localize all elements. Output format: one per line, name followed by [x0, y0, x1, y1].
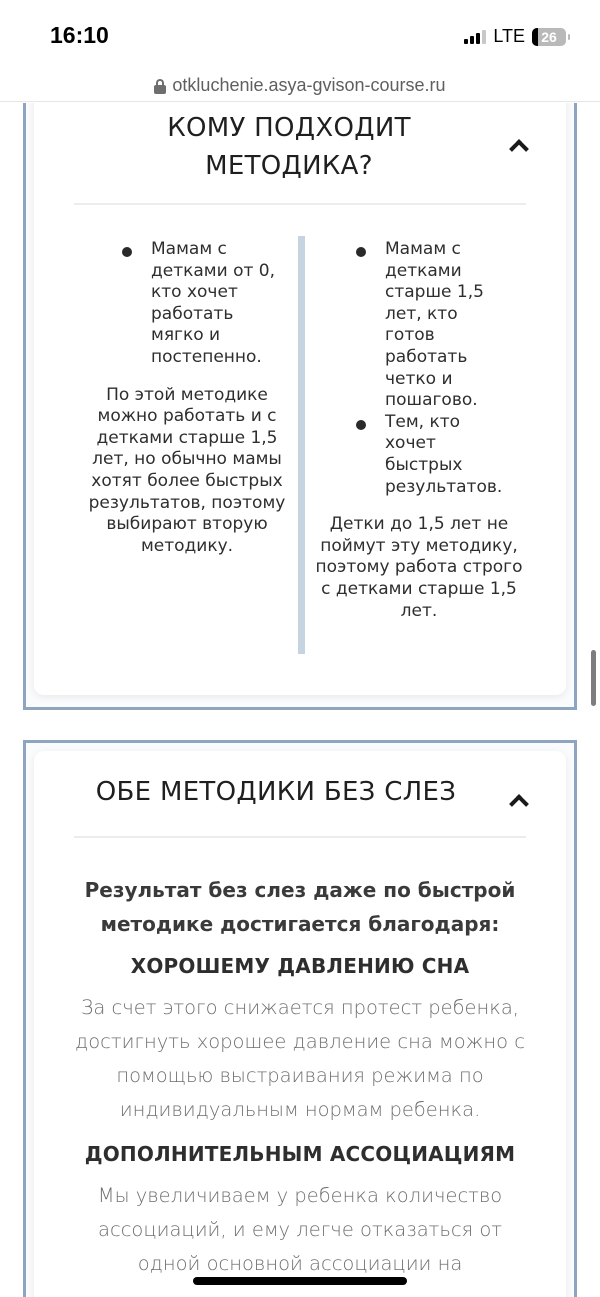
signal-icon	[464, 30, 486, 44]
factor-text: За счет этого снижается протест ребенка, достигнуть хорошее давление сна можно с помощью выстраивания режима по индивидуальным нормам ребенка.	[75, 996, 525, 1121]
chevron-up-icon[interactable]	[509, 139, 529, 159]
column-note: По этой методике можно работать и с детками старше 1,5 лет, но обычно мамы хотят более быстрых результатов, поэтому выбирают вторую методику.	[88, 384, 286, 556]
accordion-card-who-fits	[34, 103, 566, 695]
url-text[interactable]: otkluchenie.asya-gvison-course.ru	[172, 75, 446, 95]
intro-text: Результат без слез даже по быстрой методике достигается благодаря:	[84, 878, 516, 936]
lock-icon	[154, 79, 166, 94]
home-indicator[interactable]	[193, 1277, 407, 1285]
column-divider	[298, 236, 305, 654]
factor-text: Мы увеличиваем у ребенка количество ассоциаций, и ему легче отказаться от одной основной ассоциации на	[97, 1184, 503, 1275]
factor-title: ДОПОЛНИТЕЛЬНЫМ АССОЦИАЦИЯМ	[84, 1142, 516, 1166]
section-body	[74, 873, 526, 1281]
column-note: Детки до 1,5 лет не поймут эту методику, поэтому работа строго с детками старше 1,5 лет.	[315, 514, 523, 621]
bullet-list	[74, 239, 300, 369]
network-type: LTE	[493, 26, 525, 46]
status-bar	[0, 0, 600, 70]
section-no-tears	[23, 740, 577, 1297]
factor-title: ХОРОШЕМУ ДАВЛЕНИЮ СНА	[130, 954, 470, 978]
status-time: 16:10	[50, 22, 109, 48]
column-fast-method	[306, 239, 532, 622]
divider	[74, 203, 526, 205]
section-title[interactable]: ОБЕ МЕТОДИКИ БЕЗ СЛЕЗ	[95, 777, 457, 807]
section-who-fits	[23, 103, 577, 710]
status-indicators	[464, 26, 570, 47]
page-content	[0, 103, 600, 1297]
column-gentle-method	[74, 239, 300, 557]
battery-icon	[532, 28, 566, 46]
address-bar[interactable]	[0, 70, 600, 102]
list-item: Тем, кто хочет быстрых результатов.	[306, 412, 532, 498]
bullet-list	[306, 239, 532, 498]
list-item: Мамам с детками от 0, кто хочет работать мягко и постепенно.	[74, 239, 300, 369]
accordion-card-no-tears	[34, 751, 566, 1297]
list-item: Мамам с детками старше 1,5 лет, кто готов работать четко и пошагово.	[306, 239, 532, 412]
divider	[74, 836, 526, 838]
scrollbar[interactable]	[591, 650, 596, 706]
section-title[interactable]: КОМУ ПОДХОДИТ МЕТОДИКА?	[167, 113, 411, 181]
battery-level: 26	[541, 28, 557, 45]
battery-tip	[568, 34, 570, 40]
